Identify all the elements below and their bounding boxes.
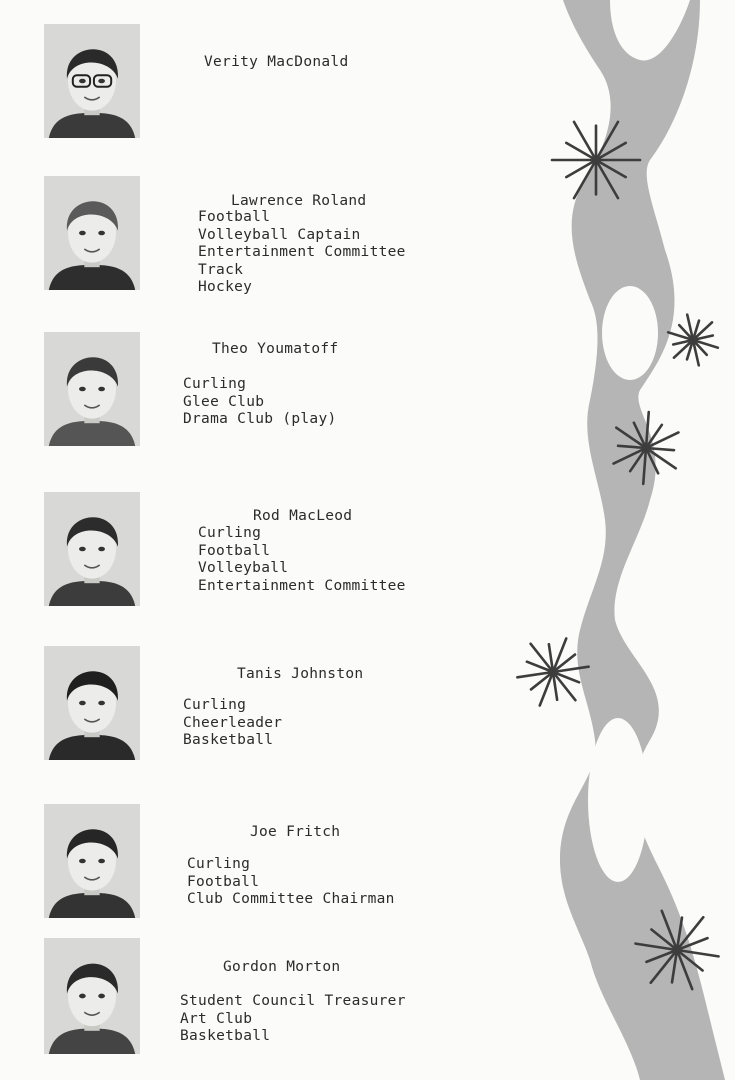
portrait-image xyxy=(44,938,140,1054)
activity-item: Drama Club (play) xyxy=(183,411,337,428)
student-activities-4 xyxy=(198,525,406,595)
student-photo-1 xyxy=(44,24,140,138)
student-photo-6 xyxy=(44,804,140,918)
student-photo-7 xyxy=(44,938,140,1054)
student-activities-6 xyxy=(187,856,395,909)
activity-item: Volleyball Captain xyxy=(198,226,361,243)
portrait-image xyxy=(44,804,140,918)
ribbon-shape xyxy=(560,0,725,1080)
student-name-3: Theo Youmatoff xyxy=(212,341,339,357)
student-activities-2 xyxy=(198,209,406,297)
student-name-4: Rod MacLeod xyxy=(253,508,353,524)
activity-item: Track xyxy=(198,261,244,278)
portrait-image xyxy=(44,492,140,606)
activity-item: Club Committee Chairman xyxy=(187,891,395,908)
activity-item: Volleyball xyxy=(198,560,289,577)
activity-item: Curling xyxy=(183,376,247,392)
portrait-image xyxy=(44,332,140,446)
activity-item: Entertainment Committee xyxy=(198,244,406,261)
activity-item: Glee Club xyxy=(183,393,265,410)
portrait-image xyxy=(44,176,140,290)
portrait-image xyxy=(44,24,140,138)
student-name-7: Gordon Morton xyxy=(223,959,341,975)
activity-item: Football xyxy=(198,209,271,225)
student-photo-3 xyxy=(44,332,140,446)
activity-item: Football xyxy=(187,873,260,890)
activity-item: Basketball xyxy=(180,1028,271,1045)
ribbon-hole-lower xyxy=(588,718,648,882)
star-burst xyxy=(668,315,718,366)
activity-item: Curling xyxy=(187,856,251,872)
activity-item: Art Club xyxy=(180,1010,253,1027)
activity-item: Student Council Treasurer xyxy=(180,993,406,1009)
student-activities-7 xyxy=(180,993,406,1046)
portrait-image xyxy=(44,646,140,760)
student-activities-3 xyxy=(183,376,337,429)
activity-item: Entertainment Committee xyxy=(198,577,406,594)
student-photo-2 xyxy=(44,176,140,290)
ribbon-hole-upper xyxy=(602,286,658,380)
student-name-1: Verity MacDonald xyxy=(204,54,349,70)
decorative-ribbon xyxy=(500,0,735,1080)
activity-item: Basketball xyxy=(183,732,274,749)
student-activities-5 xyxy=(183,697,282,750)
student-name-6: Joe Fritch xyxy=(250,824,341,840)
activity-item: Curling xyxy=(183,697,247,713)
student-name-2: Lawrence Roland xyxy=(231,193,367,209)
student-name-5: Tanis Johnston xyxy=(237,666,364,682)
student-photo-4 xyxy=(44,492,140,606)
activity-item: Football xyxy=(198,542,271,559)
activity-item: Hockey xyxy=(198,279,253,296)
activity-item: Cheerleader xyxy=(183,714,283,731)
activity-item: Curling xyxy=(198,525,262,541)
student-photo-5 xyxy=(44,646,140,760)
